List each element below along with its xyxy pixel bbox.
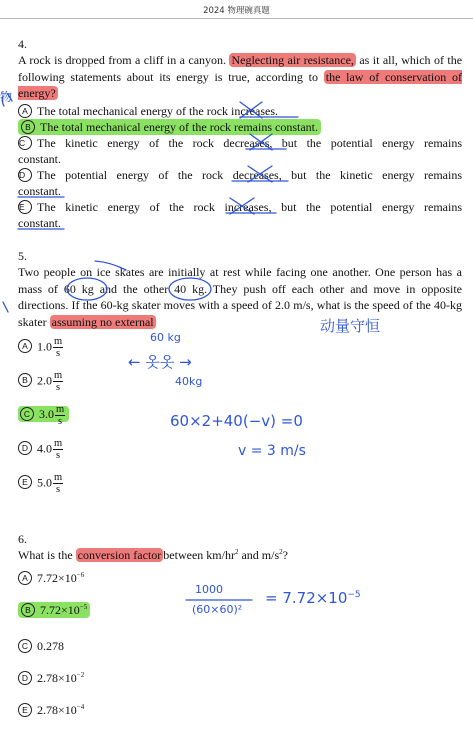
question-6-text-3: and m/s — [241, 548, 280, 562]
question-4-stem — [18, 52, 462, 102]
option-4e-text-cont: constant. — [18, 216, 61, 230]
option-6b[interactable] — [18, 603, 90, 618]
handwritten-equation: 60×2+40(−v) =0 — [170, 412, 303, 430]
option-letter-b: B — [21, 603, 35, 617]
option-6c[interactable] — [18, 639, 64, 654]
option-6d[interactable] — [18, 671, 84, 686]
question-6-text-4: ? — [282, 548, 288, 562]
option-5d[interactable] — [18, 438, 63, 461]
handwritten-skaters-arrows: ← 옷옷 → — [128, 353, 192, 371]
option-4b-text: The total mechanical energy of the rock remains constant. — [40, 120, 319, 134]
question-6-text-1: What is the — [18, 548, 73, 562]
unit-fraction: $\frac{m}{s}$ — [54, 336, 63, 359]
option-4c-text-cont: constant. — [18, 152, 61, 166]
option-letter-e: E — [18, 200, 32, 214]
option-letter-d: D — [18, 441, 32, 455]
option-4e[interactable] — [18, 200, 462, 215]
header-rule — [0, 18, 473, 19]
option-letter-e: E — [18, 475, 32, 489]
question-4-text-2: as it all, which of the following statements about its energy is true, according to — [18, 53, 463, 84]
option-6a[interactable] — [18, 571, 84, 586]
option-4d[interactable] — [18, 168, 462, 183]
option-5a-value: 1.0 — [37, 339, 52, 354]
option-5a[interactable] — [18, 336, 63, 359]
exponent: −4 — [76, 703, 85, 711]
option-6b-value: 7.72×10 — [40, 603, 80, 617]
highlight-assuming-no-external: assuming no external — [51, 314, 154, 329]
highlight-conservation-of-energy: the law of conservation of energy? — [18, 69, 462, 100]
option-4d-text-cont: constant. — [18, 184, 61, 198]
option-4a-text: The total mechanical energy of the rock increases. — [37, 104, 279, 118]
superscript: 2 — [279, 548, 283, 556]
margin-handwriting: 物 — [0, 90, 13, 104]
option-letter-c: C — [18, 639, 32, 653]
handwritten-mass-60: 60 kg — [150, 331, 181, 344]
option-4e-text: The kinetic energy of the rock increases, but the potential energy remains — [37, 200, 462, 214]
unit-fraction: $\frac{m}{s}$ — [54, 370, 63, 393]
question-6-text-2: between km/hr — [163, 548, 235, 562]
unit-fraction: $\frac{m}{s}$ — [54, 438, 63, 461]
question-4-number: 4. — [18, 37, 27, 51]
superscript: 2 — [234, 548, 239, 556]
page-header: 2024 物理碗真题 — [203, 6, 270, 16]
unit-fraction: $\frac{m}{s}$ — [56, 404, 65, 427]
handwritten-result: v = 3 m/s — [238, 443, 306, 459]
option-4c-text: The kinetic energy of the rock decreases, but the potential energy remains — [37, 136, 462, 150]
highlight-conversion-factor: conversion factor — [77, 548, 162, 562]
handwritten-fraction-numerator: 1000 — [195, 583, 223, 596]
question-6-number: 6. — [18, 532, 27, 546]
option-letter-b: B — [21, 120, 35, 134]
option-letter-a: A — [18, 571, 32, 585]
question-5-stem — [18, 264, 462, 330]
option-letter-a: A — [18, 104, 32, 118]
exponent: −6 — [76, 571, 85, 579]
option-5e[interactable] — [18, 472, 63, 495]
exponent: −5 — [79, 603, 88, 611]
option-letter-d: D — [18, 671, 32, 685]
option-5e-value: 5.0 — [37, 475, 52, 490]
option-4c[interactable] — [18, 136, 462, 151]
handwritten-fraction-denominator: (60×60)² — [192, 603, 243, 616]
handwritten-fraction-result: = $7.72\times 10^{-5}$ — [265, 589, 361, 607]
highlight-neglecting-air-resistance: Neglecting air resistance, — [231, 53, 354, 67]
option-4a[interactable] — [18, 104, 278, 119]
question-5-text: Two people on ice skates are initially at rest while facing one another. One person has a mass of 60 kg and the other 40 kg. They push off each other and move in opposite directions. If the 60-kg skater moves with a speed of 2.0 m/s, what is the speed of the 40-kg skater — [18, 265, 462, 329]
handwritten-mass-40: 40kg — [175, 375, 203, 388]
option-letter-c: C — [18, 136, 32, 150]
option-6e[interactable] — [18, 703, 84, 718]
option-letter-e: E — [18, 703, 32, 717]
option-letter-c: C — [20, 407, 34, 421]
option-letter-d: D — [18, 168, 32, 182]
question-4-text-1: A rock is dropped from a cliff in a canyon. — [18, 53, 227, 67]
option-6e-value: 2.78×10 — [37, 703, 77, 717]
option-6c-value: 0.278 — [37, 639, 64, 653]
option-5b-value: 2.0 — [37, 373, 52, 388]
margin-mark-q5 — [3, 302, 8, 312]
unit-fraction: $\frac{m}{s}$ — [54, 472, 63, 495]
option-4d-text: The potential energy of the rock decreases, but the kinetic energy remains — [37, 168, 462, 182]
option-letter-a: A — [18, 339, 32, 353]
option-letter-b: B — [18, 373, 32, 387]
exponent: −2 — [76, 671, 85, 679]
question-6-stem — [18, 548, 288, 563]
option-6a-value: 7.72×10 — [37, 571, 77, 585]
question-5-number: 5. — [18, 249, 27, 263]
option-4b[interactable] — [18, 120, 321, 135]
option-5c[interactable] — [18, 404, 69, 427]
option-5b[interactable] — [18, 370, 63, 393]
option-6d-value: 2.78×10 — [37, 671, 77, 685]
option-5c-value: 3.0 — [39, 407, 54, 422]
handwritten-momentum-note: 动量守恒 — [320, 317, 381, 335]
option-5d-value: 4.0 — [37, 441, 52, 456]
